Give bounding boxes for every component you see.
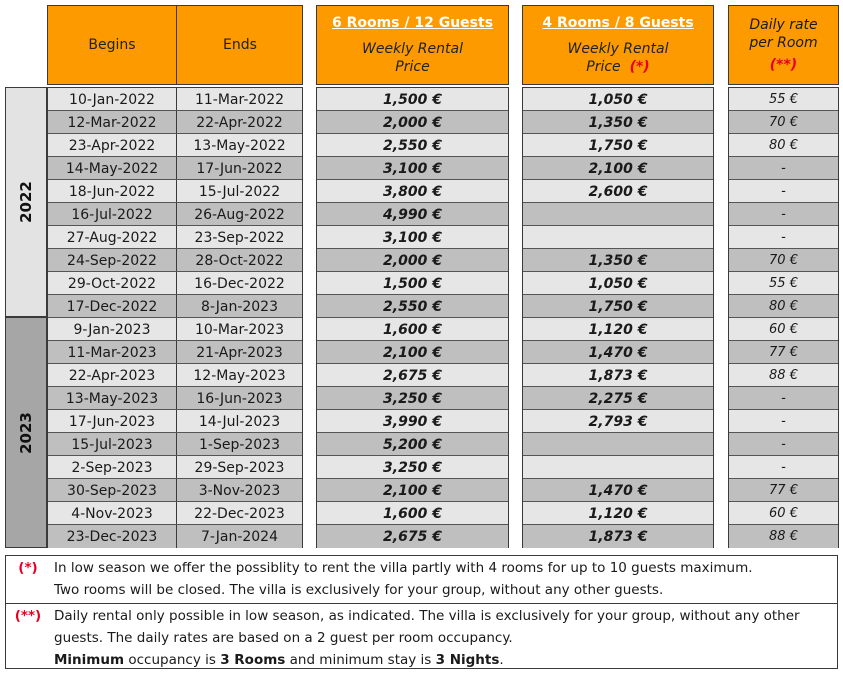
- daily-line2: per Room: [749, 35, 818, 51]
- four-rooms-price-cell: 1,350 €: [588, 114, 648, 131]
- daily-rate-cell: 80 €: [769, 299, 798, 314]
- four-rooms-sub2: Price: [586, 59, 621, 75]
- table-row: [729, 479, 838, 502]
- table-row: [729, 502, 838, 525]
- six-rooms-price-cell: 2,550 €: [383, 298, 442, 315]
- begins-cell: 23-Dec-2023: [66, 528, 158, 545]
- table-row: [523, 111, 713, 134]
- begins-cell: 30-Sep-2023: [67, 482, 157, 499]
- table-row: [523, 364, 713, 387]
- daily-rate-cell: -: [781, 460, 786, 475]
- ends-cell: 22-Dec-2023: [194, 505, 285, 522]
- table-row: [523, 341, 713, 364]
- daily-rate-cell: 70 €: [769, 253, 798, 268]
- begins-cell: 29-Oct-2022: [67, 275, 157, 292]
- table-row: [317, 433, 508, 456]
- begins-cell: 17-Dec-2022: [66, 298, 158, 315]
- table-row: [729, 387, 838, 410]
- table-row: [317, 111, 508, 134]
- table-row: [729, 364, 838, 387]
- four-rooms-price-cell: 2,600 €: [588, 183, 648, 200]
- table-row: [523, 157, 713, 180]
- begins-cell: 14-May-2022: [65, 160, 159, 177]
- six-rooms-price-cell: 3,800 €: [383, 183, 442, 200]
- table-row: [48, 249, 302, 272]
- table-row: [523, 134, 713, 157]
- table-row: [523, 318, 713, 341]
- six-rooms-price-cell: 3,100 €: [383, 160, 442, 177]
- ends-cell: 11-Mar-2022: [194, 91, 285, 108]
- table-row: [48, 180, 302, 203]
- six-rooms-price-cell: 2,000 €: [383, 252, 442, 269]
- table-row: [317, 180, 508, 203]
- table-row: [729, 272, 838, 295]
- note2-line2: guests. The daily rates are based on a 2 guest per room occupancy.: [54, 630, 513, 646]
- ends-cell: 12-May-2023: [193, 367, 286, 384]
- daily-rate-cell: 80 €: [769, 138, 798, 153]
- ends-cell: 22-Apr-2022: [196, 114, 283, 131]
- four-rooms-price-cell: [523, 226, 713, 249]
- daily-line1: Daily rate: [749, 17, 818, 33]
- ends-cell: 3-Nov-2023: [198, 482, 281, 499]
- ends-cell: 14-Jul-2023: [198, 413, 281, 430]
- begins-cell: 15-Jul-2023: [71, 436, 153, 453]
- ends-cell: 10-Mar-2023: [194, 321, 285, 338]
- begins-cell: 23-Apr-2022: [68, 137, 156, 154]
- table-row: [523, 410, 713, 433]
- table-row: [317, 157, 508, 180]
- note2-line1: Daily rental only possible in low season, as indicated. The villa is exclusively for your group, without any other: [54, 608, 800, 624]
- four-rooms-price-cell: 2,275 €: [588, 390, 648, 407]
- six-rooms-price-cell: 2,100 €: [383, 344, 442, 361]
- table-row: [48, 272, 302, 295]
- ends-cell: 16-Jun-2023: [196, 390, 283, 407]
- table-row: [48, 433, 302, 456]
- note1-line1: In low season we offer the possiblity to rent the villa partly with 4 rooms for up to 10 guests maximum.: [54, 560, 753, 576]
- daily-rate-cell: -: [781, 437, 786, 452]
- table-row: [317, 410, 508, 433]
- table-row: [729, 456, 838, 479]
- header-dates: [47, 5, 303, 85]
- begins-cell: 22-Apr-2023: [68, 367, 156, 384]
- table-row: [523, 203, 713, 226]
- table-row: [317, 364, 508, 387]
- table-row: [729, 134, 838, 157]
- table-row: [48, 88, 302, 111]
- header-begins: Begins: [88, 37, 136, 53]
- daily-rate-cell: 77 €: [769, 345, 798, 360]
- header-daily-rate: [728, 5, 839, 85]
- table-row: [317, 88, 508, 111]
- dates-column: [47, 87, 303, 548]
- ends-cell: 8-Jan-2023: [201, 298, 278, 315]
- daily-rate-cell: -: [781, 230, 786, 245]
- table-row: [729, 433, 838, 456]
- six-rooms-price-cell: 3,250 €: [383, 390, 442, 407]
- six-rooms-sub1: Weekly Rental: [362, 41, 463, 57]
- table-row: [48, 502, 302, 525]
- table-row: [523, 272, 713, 295]
- ends-cell: 7-Jan-2024: [201, 528, 278, 545]
- daily-rate-cell: 70 €: [769, 115, 798, 130]
- table-row: [729, 295, 838, 318]
- four-rooms-price-cell: 1,050 €: [588, 275, 648, 292]
- six-rooms-price-cell: 1,600 €: [383, 505, 442, 522]
- table-row: [523, 226, 713, 249]
- notes-divider: [6, 603, 837, 604]
- daily-rate-cell: -: [781, 391, 786, 406]
- six-rooms-column: [316, 87, 509, 548]
- ends-cell: 21-Apr-2023: [196, 344, 283, 361]
- six-rooms-price-cell: 3,990 €: [383, 413, 442, 430]
- table-row: [729, 226, 838, 249]
- table-row: [729, 525, 838, 548]
- four-rooms-price-cell: 1,873 €: [588, 367, 648, 384]
- table-row: [729, 410, 838, 433]
- header-six-rooms: [316, 5, 509, 85]
- table-row: [48, 387, 302, 410]
- daily-rate-cell: -: [781, 414, 786, 429]
- four-rooms-sub1: Weekly Rental: [567, 41, 669, 57]
- ends-cell: 28-Oct-2022: [195, 252, 284, 269]
- four-rooms-price-cell: 2,100 €: [588, 160, 648, 177]
- daily-rate-cell: 88 €: [769, 368, 798, 383]
- six-rooms-price-cell: 2,675 €: [383, 528, 442, 545]
- four-rooms-price-cell: 1,120 €: [588, 505, 648, 522]
- four-rooms-price-cell: 1,350 €: [588, 252, 648, 269]
- table-row: [729, 249, 838, 272]
- table-row: [523, 456, 713, 479]
- four-rooms-price-cell: [523, 203, 713, 226]
- notes-box: [5, 555, 838, 669]
- table-row: [729, 157, 838, 180]
- ends-cell: 1-Sep-2023: [198, 436, 281, 453]
- ends-cell: 26-Aug-2022: [194, 206, 285, 223]
- six-rooms-price-cell: 1,500 €: [383, 91, 442, 108]
- table-row: [48, 157, 302, 180]
- table-row: [48, 111, 302, 134]
- six-rooms-price-cell: 3,250 €: [383, 459, 442, 476]
- four-rooms-column: [522, 87, 714, 548]
- table-row: [317, 456, 508, 479]
- daily-rate-cell: 55 €: [769, 276, 798, 291]
- daily-rate-cell: 55 €: [769, 92, 798, 107]
- four-rooms-price-cell: 1,873 €: [588, 528, 648, 545]
- table-row: [523, 387, 713, 410]
- daily-rate-cell: -: [781, 161, 786, 176]
- table-row: [48, 203, 302, 226]
- daily-marker: (**): [769, 57, 798, 73]
- begins-cell: 2-Sep-2023: [71, 459, 153, 476]
- table-row: [48, 456, 302, 479]
- six-rooms-price-cell: 2,100 €: [383, 482, 442, 499]
- begins-cell: 27-Aug-2022: [66, 229, 158, 246]
- table-row: [729, 203, 838, 226]
- table-row: [729, 111, 838, 134]
- table-row: [317, 203, 508, 226]
- table-row: [729, 180, 838, 203]
- table-row: [317, 525, 508, 548]
- table-row: [317, 134, 508, 157]
- header-four-rooms: [522, 5, 714, 85]
- six-rooms-price-cell: 2,000 €: [383, 114, 442, 131]
- six-rooms-price-cell: 2,675 €: [383, 367, 442, 384]
- header-ends: Ends: [223, 37, 257, 53]
- begins-cell: 17-Jun-2023: [68, 413, 156, 430]
- four-rooms-price-cell: 1,750 €: [588, 137, 648, 154]
- four-rooms-title: 4 Rooms / 8 Guests: [542, 15, 694, 31]
- six-rooms-price-cell: 1,500 €: [383, 275, 442, 292]
- table-row: [523, 433, 713, 456]
- begins-cell: 16-Jul-2022: [71, 206, 153, 223]
- table-row: [48, 341, 302, 364]
- daily-rate-cell: 88 €: [769, 529, 798, 544]
- table-row: [523, 180, 713, 203]
- table-row: [317, 318, 508, 341]
- four-rooms-price-cell: 1,120 €: [588, 321, 648, 338]
- six-rooms-price-cell: 2,550 €: [383, 137, 442, 154]
- table-row: [317, 479, 508, 502]
- six-rooms-price-cell: 3,100 €: [383, 229, 442, 246]
- begins-cell: 4-Nov-2023: [71, 505, 153, 522]
- ends-cell: 23-Sep-2022: [194, 229, 285, 246]
- table-row: [317, 249, 508, 272]
- table-row: [729, 88, 838, 111]
- ends-cell: 29-Sep-2023: [194, 459, 285, 476]
- four-rooms-price-cell: 1,470 €: [588, 344, 648, 361]
- daily-rate-cell: 60 €: [769, 322, 798, 337]
- begins-cell: 9-Jan-2023: [73, 321, 151, 338]
- table-row: [317, 341, 508, 364]
- table-row: [523, 525, 713, 548]
- six-rooms-price-cell: 4,990 €: [383, 206, 442, 223]
- daily-rate-cell: -: [781, 184, 786, 199]
- daily-rate-cell: 60 €: [769, 506, 798, 521]
- table-row: [48, 318, 302, 341]
- table-row: [317, 502, 508, 525]
- four-rooms-price-cell: 1,470 €: [588, 482, 648, 499]
- table-row: [729, 318, 838, 341]
- table-row: [317, 226, 508, 249]
- table-row: [523, 249, 713, 272]
- table-row: [48, 295, 302, 318]
- begins-cell: 12-Mar-2022: [67, 114, 157, 131]
- four-rooms-price-cell: 1,050 €: [588, 91, 648, 108]
- year-label-2022: 2022: [5, 87, 47, 317]
- table-row: [317, 387, 508, 410]
- table-row: [523, 295, 713, 318]
- six-rooms-price-cell: 1,600 €: [383, 321, 442, 338]
- begins-cell: 13-May-2023: [65, 390, 159, 407]
- six-rooms-price-cell: 5,200 €: [383, 436, 442, 453]
- six-rooms-title: 6 Rooms / 12 Guests: [331, 15, 494, 31]
- table-row: [523, 502, 713, 525]
- table-row: [317, 272, 508, 295]
- table-row: [523, 88, 713, 111]
- note2-marker: (**): [14, 608, 42, 624]
- table-row: [48, 479, 302, 502]
- table-row: [48, 410, 302, 433]
- begins-cell: 24-Sep-2022: [67, 252, 157, 269]
- table-row: [48, 364, 302, 387]
- table-row: [729, 341, 838, 364]
- table-row: [48, 226, 302, 249]
- four-rooms-price-cell: 2,793 €: [588, 413, 648, 430]
- year-label-2023: 2023: [5, 317, 47, 548]
- four-rooms-marker: (*): [629, 59, 650, 75]
- ends-cell: 13-May-2022: [193, 137, 286, 154]
- ends-cell: 17-Jun-2022: [196, 160, 283, 177]
- table-row: [317, 295, 508, 318]
- note1-line2: Two rooms will be closed. The villa is exclusively for your group, without any other guests.: [54, 582, 664, 598]
- table-row: [48, 134, 302, 157]
- begins-cell: 11-Mar-2023: [67, 344, 157, 361]
- note2-line3: Minimum occupancy is 3 Rooms and minimum stay is 3 Nights.: [54, 652, 504, 668]
- six-rooms-sub2: Price: [395, 59, 430, 75]
- four-rooms-price-cell: 1,750 €: [588, 298, 648, 315]
- four-rooms-price-cell: [523, 456, 713, 479]
- table-row: [523, 479, 713, 502]
- ends-cell: 16-Dec-2022: [194, 275, 285, 292]
- ends-cell: 15-Jul-2022: [198, 183, 281, 200]
- begins-cell: 10-Jan-2022: [69, 91, 155, 108]
- daily-rate-column: [728, 87, 839, 548]
- daily-rate-cell: -: [781, 207, 786, 222]
- note1-marker: (*): [18, 560, 38, 576]
- four-rooms-price-cell: [523, 433, 713, 456]
- table-row: [48, 525, 302, 548]
- begins-cell: 18-Jun-2022: [68, 183, 156, 200]
- daily-rate-cell: 77 €: [769, 483, 798, 498]
